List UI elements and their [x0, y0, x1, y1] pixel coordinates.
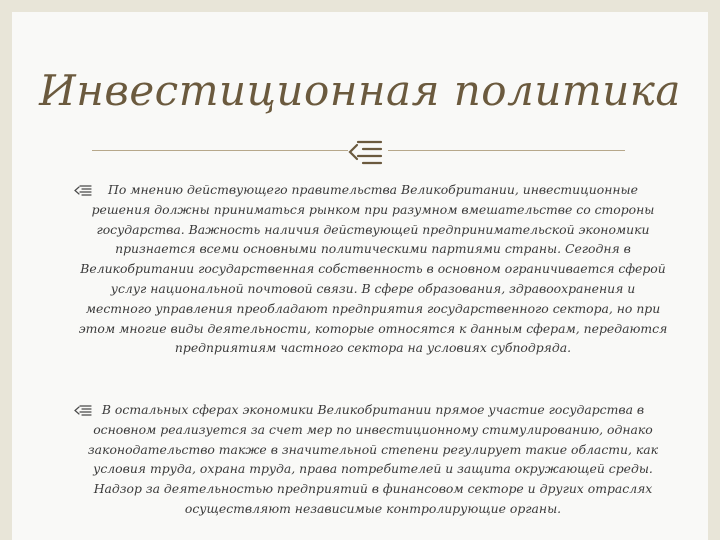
title-divider-icon — [347, 132, 385, 170]
bullet-item-1 — [68, 180, 668, 358]
bullet-text-1: По мнению действующего правительства Великобритании, инвестиционные решения должны приниматься рынком при разумном вмешательстве со стороны государства. Важность наличия действующей предпринимательской экономики признается всеми основными политическими партиями страны. Сегодня в Великобритании государственная собственность в основном ограничивается сферой услуг национальной почтовой связи. В сфере образования, здравоохранения и местного управления преобладают предприятия государственного сектора, но при этом многие виды деятельности, которые относятся к данным сферам, передаются предприятиям частного сектора на условиях субподряда. — [78, 182, 668, 356]
title-divider-right — [388, 150, 625, 151]
bullet-lines-icon — [74, 404, 92, 416]
bullet-item-2 — [68, 400, 668, 519]
slide-title: Инвестиционная политика — [39, 66, 681, 115]
bullet-lines-icon — [74, 184, 92, 196]
title-divider-left — [92, 150, 348, 151]
bullet-text-2: В остальных сферах экономики Великобритании прямое участие государства в основном реализуется за счет мер по инвестиционному стимулированию, однако законодательство также в значительной степени регулирует такие области, как условия труда, охрана труда, права потребителей и защита окружающей среды. Надзор за деятельностью предприятий в финансовом секторе и других отраслях осуществляют независимые контролирующие органы. — [87, 402, 659, 516]
